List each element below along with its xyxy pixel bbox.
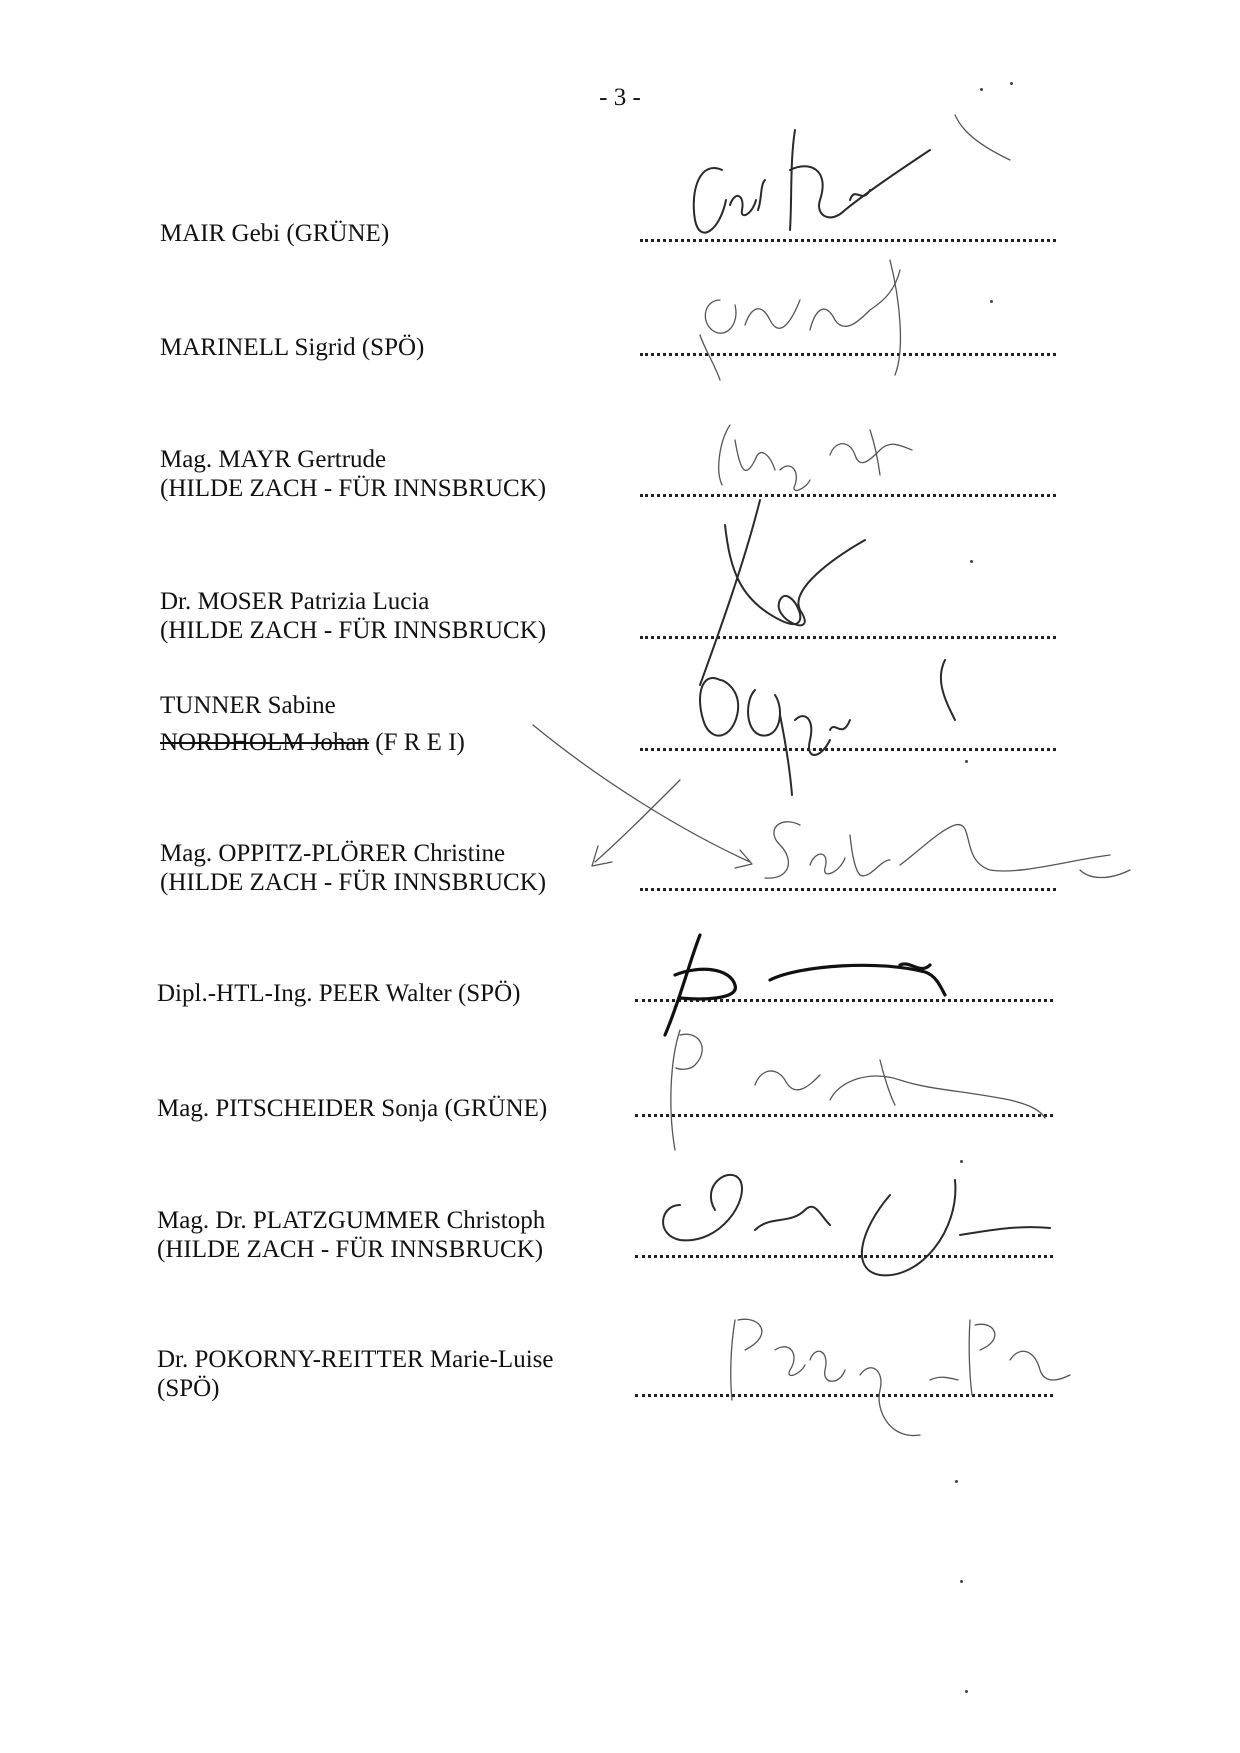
signature-pokorny <box>731 1319 1070 1435</box>
name-line-1: Mag. Dr. PLATZGUMMER Christoph <box>157 1207 546 1234</box>
scan-speck <box>1010 82 1013 85</box>
name-line-2: (HILDE ZACH - FÜR INNSBRUCK) <box>157 1236 544 1263</box>
name-line-1: Dr. MOSER Patrizia Lucia <box>160 588 430 615</box>
scan-speck <box>965 1690 968 1693</box>
name-line-1: MAIR Gebi (GRÜNE) <box>160 220 390 247</box>
signature-mair <box>694 115 1010 233</box>
name-line-1: Mag. PITSCHEIDER Sonja (GRÜNE) <box>157 1095 548 1122</box>
scan-speck <box>970 560 973 563</box>
scan-speck <box>990 300 993 303</box>
signature-mayr <box>719 425 912 490</box>
scan-speck <box>980 88 983 91</box>
name-line-1: Mag. OPPITZ-PLÖRER Christine <box>160 840 506 867</box>
signature-moser <box>700 500 865 685</box>
name-line-1: Mag. MAYR Gertrude <box>160 446 387 473</box>
signature-peer <box>665 935 945 1035</box>
scan-speck <box>955 1480 958 1483</box>
scan-speck <box>960 1160 963 1163</box>
name-line-1: MARINELL Sigrid (SPÖ) <box>160 334 425 361</box>
name-line-2: (HILDE ZACH - FÜR INNSBRUCK) <box>160 869 547 896</box>
name-line-2: (HILDE ZACH - FÜR INNSBRUCK) <box>160 475 547 502</box>
signature-marinell <box>700 260 900 380</box>
signature-pitscheider <box>671 1030 1045 1150</box>
scan-speck <box>965 760 968 763</box>
name-line-1: Dr. POKORNY-REITTER Marie-Luise <box>157 1346 554 1373</box>
signature-oppitz <box>700 660 955 795</box>
name-line-1: Dipl.-HTL-Ing. PEER Walter (SPÖ) <box>157 980 521 1007</box>
name-line-2: (SPÖ) <box>157 1375 220 1402</box>
name-line-1: TUNNER Sabine <box>160 692 336 719</box>
signature-tunner <box>765 822 1130 878</box>
name-line-2: (F R E I) <box>375 729 465 756</box>
signature-platzgummer <box>663 1175 1050 1276</box>
page-number: - 3 - <box>599 84 641 111</box>
struck-name: NORDHOLM Johan <box>160 729 370 756</box>
scan-speck <box>960 1580 963 1583</box>
annotation-arrows <box>533 725 752 868</box>
name-line-2: (HILDE ZACH - FÜR INNSBRUCK) <box>160 617 547 644</box>
